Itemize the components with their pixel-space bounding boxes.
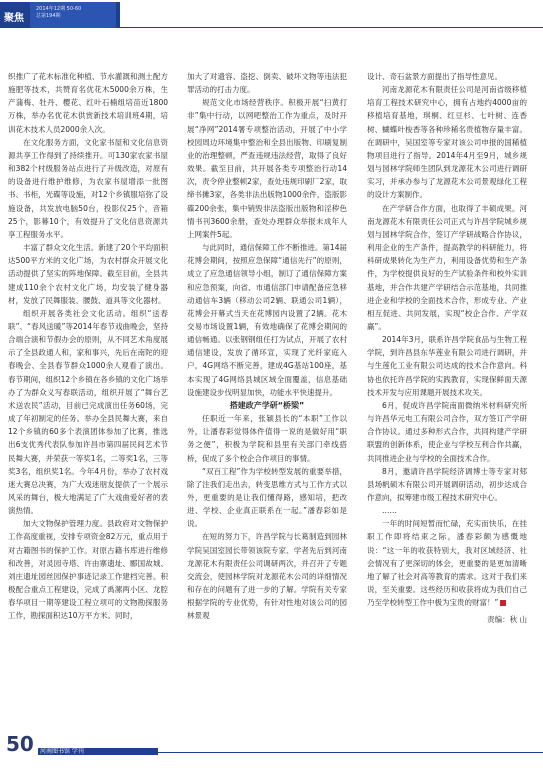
paragraph-closing — [367, 517, 527, 609]
paragraph: 在文化服务方面，文化家书屋和文化信息资源共享工作得到了持续推开。可130家农家书屋和382个村级服务站点进行了升级改造，对原有的设备进行维护维修，为农家书屋增添一批图书、书柜，光碟等设施，对12个乡镇服培弥了设施设备，共发放电脑50台，投影仪25个，音箱25个，影幕10个，有效提升了文化信息资源共享工程服务水平。 — [8, 137, 168, 239]
paragraph: 织推广了花木标准化种植、节水灌溉和测土配方施肥等技术，共赞育名优花木5000余万株，生产蒲梅、牡丹、樱花、红叶石楠组培苗近1800万株，举办名优花木供赏新技术培训班4期，培训花木技术人员2000余人次。 — [8, 72, 168, 134]
paragraph: 6月，促成许昌学院南面微纳米材料研究所与许昌华元电工有限公司合作，双方签订产学研合作协议。通过多种形式合作，共同构建产学研联盟的创新体系，使企业与学校互利合作共赢，共同推进企业与学校的全面技术合作。 — [367, 400, 527, 463]
page-header — [0, 0, 543, 40]
paragraph: 丰富了群众文化生活。新建了20个平均面积达500平方米的文化广场，为农村群众开展文化活动提供了坚实的阵地保障。截至目前，全县共建成110余个农村文化广场，均安装了健身器材，发放了民舞服装、腰鼓、道具等文化器材。 — [8, 243, 168, 305]
paragraph: 规范文化市场经营秩序。积极开展“扫黄打非”集中行动，以网吧整治工作为重点，及时开展“净网”2014署专项整治活动，开展了中小学校园周边环境集中整治和全县出版物、印刷复制业的治理整顿，严查违规违法经营，取得了良好效果。截至目前，共开展各类专项整治行动14次，责令停业整顿2家，查处违规印刷厂2家，取缔书摊3家，各类非法出版物1000余件，盗版影碟200余张，集中销毁非法盗版出版物和淫秽色情书刊3600余册，查处办理群众举报未成年人上网案件5起。 — [187, 98, 347, 239]
issue-line-2: 总第194期 — [36, 13, 61, 19]
paragraph: 加大了对遗容、盗挖、倒卖、破坏文物等违法犯罪活动的打击力度。 — [187, 72, 347, 95]
paragraph: 河南龙源花木有限责任公司是河南省级移植培育工程技术研究中心，拥有占地约4000亩的移植培育基地，琪桐、红豆杉、七叶树、连香树、蝴蝶叶梭香等各种珍稀名贵植物存量丰富。在调研中，吴国室等专家对该公司申报的国稀植物项目进行了指导。2014年4月至9月，城乡规划与园林学院师生团队到龙源花木公司进行调研实习，并承办参与了龙源花木公司景观绿化工程的设计方案制作。 — [367, 85, 527, 200]
issue-line-1: 2014年12期 50-60 — [36, 6, 82, 12]
closing-text: 一年的时间短暂而忙碌，充实而快乐，在挂职工作即将结束之际，潘春彩颇为感慨地说：“这一年的收获特别大，我对区域经济、社会情况有了更深切的体会，更重要的是更加清晰地了解了社会对高等教育的需求。这对于我们来说，至关重要。这些经历和收获将成为我们自己乃至学校转型工作中极为宝贵的财富！” — [367, 519, 527, 608]
footer-magazine-label: 河南图书馆 学刊 — [40, 748, 84, 755]
paragraph: 加大文物保护管理力度。县政府对文物保护工作高度重视，安排专项资金82万元，重点用于对古籍图书的保护工作。对原古籍书库进行维修和改善，对灵园寺塔、许由寨遗址、郾国故城、刘庄遗址园丝园保护事迹记录工作建档完善。积极配合重点工程建设，完成了禹漯两小区、龙腔春华项目一期等建设工程立项可的文物勘探服务工作，勘探面积达10万平方米。同时， — [8, 519, 168, 621]
paragraph: “双百工程”作为学校转型发展的重要举措，除了注我们走出去，转变思维方式与工作方式以外，更重要的是让我们懂得路，感知培，把改进、学校、企业真正联系在一起。”潘春彩如是说。 — [187, 466, 347, 529]
paragraph: 任职近一年来，张颖县长的“本职”工作以外，让潘春彩觉得体件值得一说的是做好用“职务之便”，积极为学院和县里有关部门牵线搭桥，促成了多个校企合作项目的事情。 — [187, 414, 347, 463]
paragraph: 组织开展各类社会文化活动。组织“送春联”、“春风送暖”等2014年春节戏曲晚会，坚持合端合演和节假办会的原则，从不同艺术角度展示了全县政通人和，家和事兴，先后在南陀的迎春晚会、全县春节群众1000余人观看了演出。春节期间，组织12个乡镇在各乡镇的文化广场举办了为群众义写春联活动，组织开展了“舞台艺术送农民”活动，目前已完成演出任务60场，完成了年初制定的任务。举办全县民舞大赛，来自12个乡镇的60多个表演团体参加了比赛，推选出6支优秀代表队参加许昌市第四届民间艺术节民舞大赛，并荣获一等奖1名，二等奖1名，三等奖3名，组织奖1名。今年4月份，举办了农村戏迷大赛总决赛，为广大戏迷朋友提供了一个展示风采的舞台，极大地满足了广大戏曲爱好者的表演热情。 — [8, 308, 168, 516]
paragraph: 设计、奇石盆景方面提出了指导性意见。 — [367, 72, 502, 81]
paragraph: 在短的努力下，许昌学院与长葛制造到园林学院吴国室园长带领该院专家、学者先后到河南龙源花木有限责任公司调研两次，并召开了专题交流会，使园林学院对龙源花木公司的详细情况和存在的问题有了进一步的了解。学院有关专家根据学院的专业优势，有针对性地对该公司的园林景观 — [187, 532, 347, 621]
article-column-1 — [8, 70, 168, 623]
end-mark-icon — [500, 600, 506, 606]
section-heading: 搭建政产学研“桥梁” — [229, 400, 305, 410]
paragraph: 与此同时，通信保障工作不断推进。第14届花博会期间，按照应急保障“通信先行”的原则，成立了应急通信领导小组，制订了通信保障方案和应急预案，向省、市通信部门申请配备应急移动通信车3辆（移动公司2辆、联通公司1辆），花博会开幕式当天在花博园内设置了2辆。花木交易市场设置1辆，有效地确保了花博会期间的通信畅通。以张钢钢组任打为试点，开展了农村通信建设，发放了循环宣，实现了光纤家庭入户，4G网络不断完善，建成4G基站100座，基本实现了4G网络县城区域全面覆盖，信息基础设施建设步伐明显加快，功能水平快速提升。 — [187, 243, 347, 397]
article-column-2 — [187, 70, 347, 623]
editor-byline: 责编：秋 山 — [487, 615, 527, 625]
paragraph: 8月，邀请许昌学院经济调博士等专家对郏县场帆硕木有限公司开展调研活动，初步达成合作意向，拟筹建市级工程技术研究中心。 — [367, 466, 527, 502]
section-label: 聚焦 — [4, 13, 24, 24]
header-rule — [120, 27, 543, 28]
paragraph: 在产学研合作方面，也取得了丰硕成果。河南龙源花木有限责任公司正式与许昌学院城乡规划与园林学院合作，签订产学研战略合作协议，利用企业的生产条件，提高教学的科研能力，将科研成果转化为生产力，利用设备优势和生产条件，为学校提供良好的生产试验条件和校外实训基地，并合作共建产学研结合示范基地，共同推进企业和学校的全面技术合作，形成专业、产业相互促进、共同发展，实现“校企合作、产学双赢”。 — [367, 203, 527, 331]
issue-info-tab — [30, 2, 116, 28]
article-column-3 — [367, 70, 527, 627]
paragraph: …… — [382, 506, 397, 516]
page-number: 50 — [6, 732, 34, 756]
footer-rule — [150, 752, 543, 753]
paragraph: 2014年3月，联系许昌学院食品与生物工程学院，到许昌县东华莲业有限公司进行调研，并与生莲化工业有限公司达成的技术合作意向。科协也依托许昌学院的实践教育，实现保鲜面天源技术开发与应用课题开展技术攻关。 — [367, 335, 527, 397]
page-footer — [0, 728, 543, 768]
